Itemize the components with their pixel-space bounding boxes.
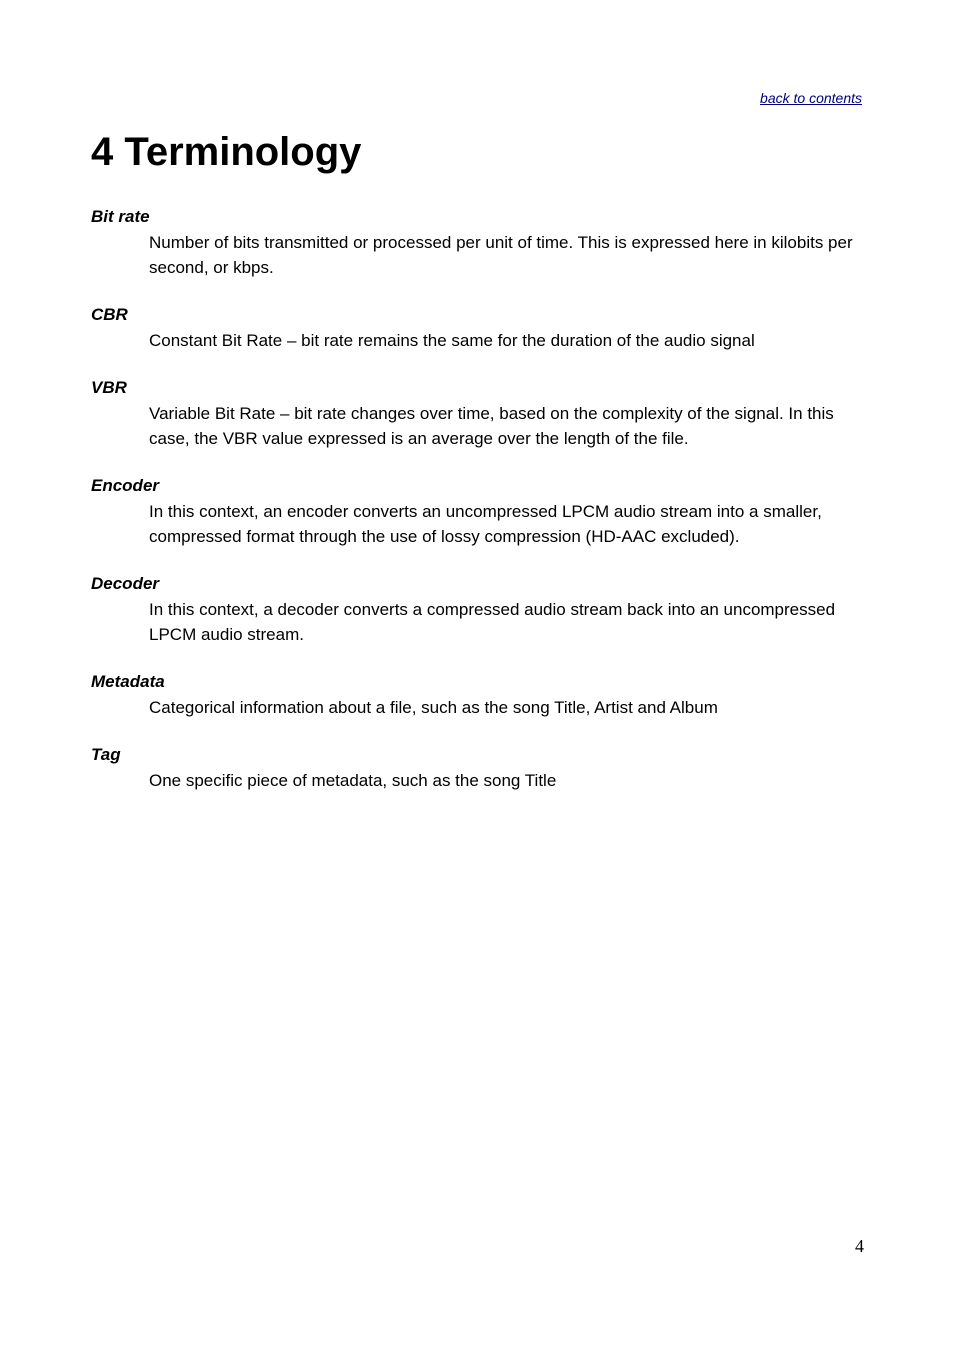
terminology-list [91, 206, 863, 817]
page-number: 4 [855, 1236, 864, 1256]
term-definition: One specific piece of metadata, such as the song Title [149, 771, 557, 790]
term-name: Bit rate [91, 207, 150, 226]
term-name: Decoder [91, 574, 160, 593]
term-definition: In this context, an encoder converts an uncompressed LPCM audio stream into a smaller, compressed format through the use of lossy compression (HD-AAC excluded). [149, 502, 822, 546]
term-definition: Number of bits transmitted or processed per unit of time. This is expressed here in kilobits per second, or kbps. [149, 233, 853, 277]
back-to-contents-link[interactable]: back to contents [760, 90, 862, 106]
term-definition: Variable Bit Rate – bit rate changes over time, based on the complexity of the signal. In this case, the VBR value expressed is an average over the length of the file. [149, 404, 834, 448]
term-definition: Categorical information about a file, such as the song Title, Artist and Album [149, 698, 718, 717]
term-name: VBR [91, 378, 127, 397]
term-name: Tag [91, 745, 121, 764]
term-name: Encoder [91, 476, 160, 495]
term-name: CBR [91, 305, 128, 324]
term-name: Metadata [91, 672, 165, 691]
term-definition: Constant Bit Rate – bit rate remains the same for the duration of the audio signal [149, 331, 755, 350]
page-title: 4 Terminology [91, 130, 362, 174]
term-definition: In this context, a decoder converts a compressed audio stream back into an uncompressed LPCM audio stream. [149, 600, 836, 644]
